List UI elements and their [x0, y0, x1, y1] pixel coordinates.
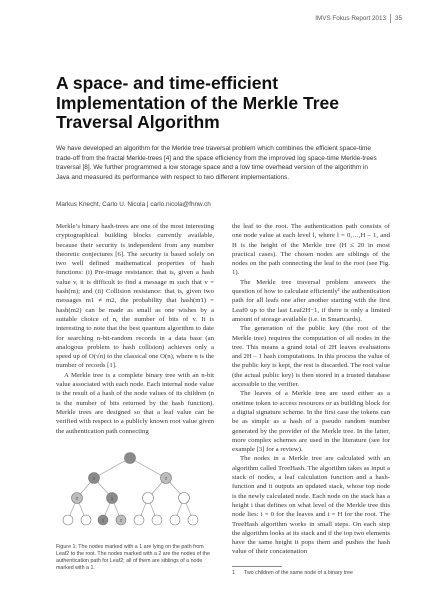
abstract: We have developed an algorithm for the Merkle tree traversal problem which combines the efficient space-time trade-off from the fractal Merkle-trees [4] and the space efficiency from the improved log space-time Merkle-trees traversal [8]. We further programmed a low storage space and a low time overhead version of the algorithm in Java and measured its performance with respect to two different implementations.	[56, 145, 377, 181]
footnote-number: 1	[232, 570, 235, 576]
right-paragraph-5: The nodes in a Merkle tree are calculated with an algorithm called TreeHash. The algorithm takes as input a stack of nodes, a leaf calculation function and a hash-function and it outputs an updated stack, whose top node is the newly calculated node. Each node on the stack has a height i that defines on what level of the Merkle tree this node lies: i = 0 for the leaves and i = H for the root. The TreeHash algorithm works in small steps. On each step the algorithm looks at its stack and if the top two elements have the same height it pops them and pushes the hash value of their concatenation	[232, 455, 390, 556]
tree-edge	[93, 458, 130, 481]
node-label: 2	[120, 518, 122, 523]
tree-edge	[130, 458, 167, 481]
right-column	[232, 222, 390, 557]
leaf-node	[152, 515, 162, 525]
left-paragraph-2: A Merkle tree is a complete binary tree with an n-bit value associated with each node. Each internal node value is the result of a hash of the node values of its children (n is the number of bits returned by the hash function). Merkle trees are designed so that a leaf value can be verified with respect to a publicly known root value given the authentication path connecting	[56, 371, 214, 435]
article-title: A space- and time-efficient Implementation of the Merkle Tree Traversal Algorithm	[56, 73, 339, 132]
leaf-node	[188, 515, 198, 525]
right-paragraph-1: the leaf to the root. The authentication path consists of one node value at each level l, where l = 0,…,H – 1, and H is the height of the Merkle tree (H ≤ 20 in most practical cases). The chosen nodes are siblings of the nodes on the path connecting the leaf to the root (see Fig. 1).	[232, 223, 390, 277]
right-paragraph-2: The Merkle tree traversal problem answers the question of how to calculate efficiently¹ the authentication path for all leafs one after another starting with the first Leaf0 up to the last Leaf2H−1, if there is only a limited amount of storage available (i.e. in Smartcards).	[232, 278, 390, 323]
journal-name: IMVS Fokus Report 2013	[315, 15, 386, 22]
node-label: 1	[102, 518, 104, 523]
tree-edges	[68, 458, 193, 523]
leaf-node	[134, 515, 144, 525]
right-paragraph-3: The generation of the public key (the root of the Merkle tree) requires the computation of all nodes in the tree. This means a grand total of 2H leaves evaluations and 2H – 1 hash computations. In this process the value of the public key is kept, the rest is discarded. The root value (the actual public key) is then stored in a trusted database accessible to the verifier.	[232, 325, 390, 389]
page-number: 35	[394, 15, 402, 22]
footnote-text: Two children of the same node of a binary tree	[244, 570, 353, 576]
level1-node	[179, 493, 190, 504]
footnote	[232, 570, 353, 576]
header-divider	[390, 14, 391, 23]
node-label: 1	[93, 476, 95, 481]
left-paragraph-1: Merkle’s binary hash-trees are one of the most interesting cryptographical building blocks currently available, because their security is independent from any number theoretic conjectures [6]. The security is based solely on two well defined mathematical properties of hash functions: (i) Pre-image resistance: that is, given a hash value v, it is difficult to find a message m such that v = hash(m); and (ii) Collision resistance: that is, given two messages m1 ≠ m2, the probability that hash(m1) = hash(m2) can be made as small as one wishes by a suitable choice of n, the number of bits of v. It is interesting to note that the best quantum algorithm to date for searching n-bit-random records in a data base (an analogous problem to hash collision) achieves only a speed up of O(√n) to the classical one O(n), where n is the number of records [1].	[56, 223, 214, 370]
right-paragraph-4: The leaves of a Merkle tree are used either as a onetime token to access resources or as building block for a digital signature scheme. In the first case the tokens can be as simple as a hash of a pseudo random number generated by the provider of the Merkle tree. In the latter, more complex schemes are used in the literature (see for example [3] for a review).	[232, 390, 390, 454]
footnote-divider	[232, 566, 282, 567]
figure-caption: Figure 1: The nodes marked with a 1 are lying on the path from Leaf2 to the root. The nodes marked with a 2 are the nodes of the authentication path for Leaf2; all of them are siblings of a node marked with a 1.	[56, 544, 210, 572]
leaf-node	[63, 515, 73, 525]
author-line: Markus Knecht, Carlo U. Nicola | carlo.nicola@fhnw.ch	[56, 201, 211, 208]
running-header	[315, 14, 402, 23]
leaf-node	[170, 515, 180, 525]
node-label: 2	[165, 476, 167, 481]
level1-node	[143, 493, 154, 504]
node-label: 1	[111, 496, 113, 501]
leaf-node	[81, 515, 91, 525]
node-label: 2	[76, 496, 78, 501]
root-node	[125, 453, 136, 464]
left-column	[56, 222, 214, 436]
merkle-tree-diagram	[56, 440, 214, 544]
